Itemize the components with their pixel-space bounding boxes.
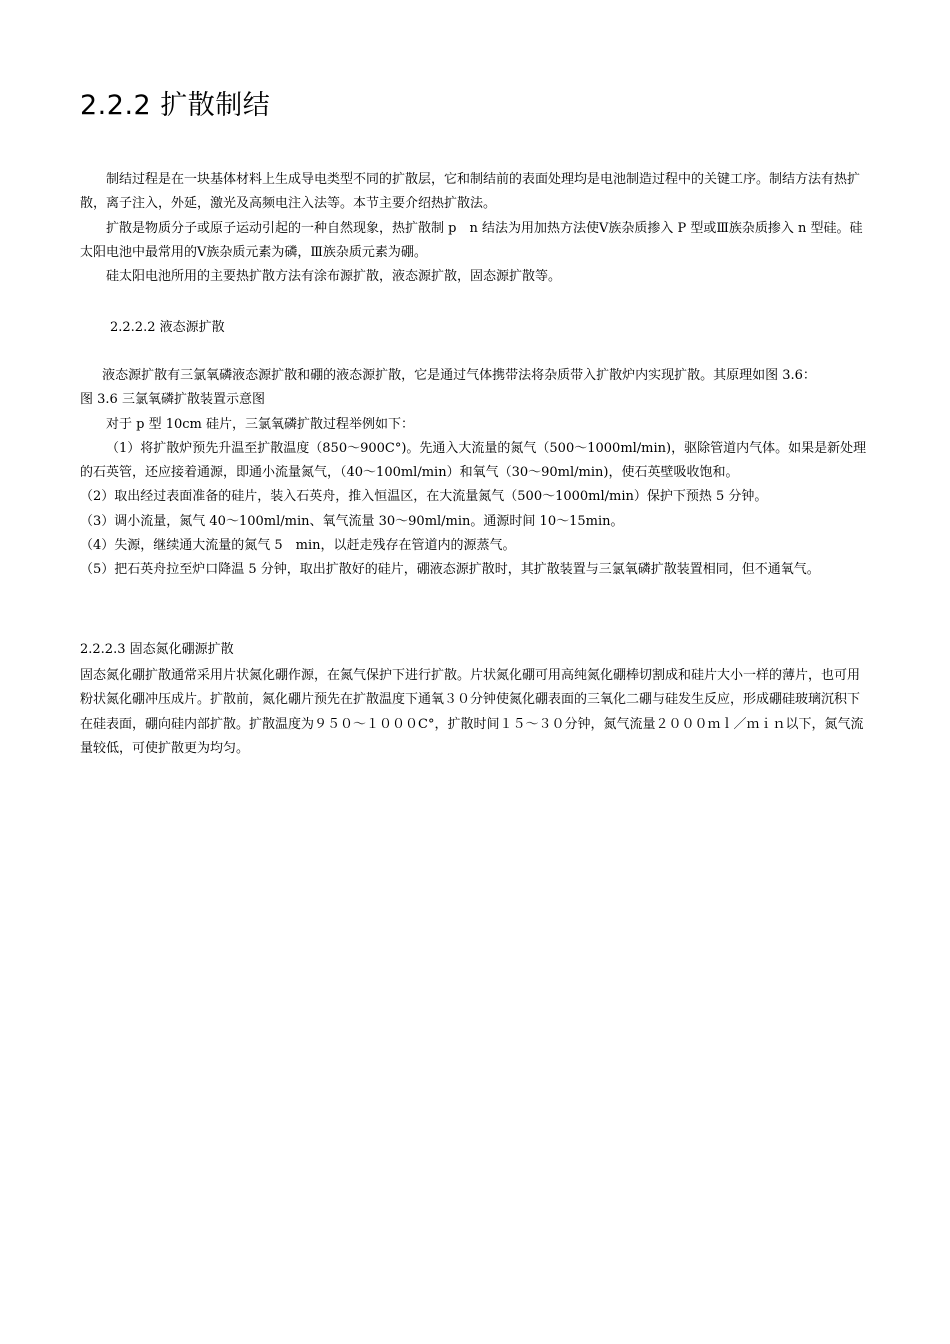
liquid-source-block	[80, 364, 872, 583]
process-step-3: （3）调小流量，氮气 40～100ml/min、氧气流量 30～90ml/min。通源时间 10～15min。	[80, 513, 624, 529]
figure-caption: 图 3.6 三氯氧磷扩散装置示意图	[80, 392, 265, 408]
solid-source-heading: 2.2.2.3 固态氮化硼源扩散	[80, 642, 234, 657]
intro-block	[80, 168, 872, 289]
intro-paragraph-2: 扩散是物质分子或原子运动引起的一种自然现象，热扩散制 p n 结法为用加热方法使Ⅴ族杂质掺入 P 型或Ⅲ族杂质掺入 n 型硅。硅太阳电池中最常用的Ⅴ族杂质元素为磷，Ⅲ族杂质元素为硼。	[80, 220, 863, 260]
intro-paragraph-1: 制结过程是在一块基体材料上生成导电类型不同的扩散层，它和制结前的表面处理均是电池制造过程中的关键工序。制结方法有热扩散，离子注入，外延，激光及高频电注入法等。本节主要介绍热扩散法。	[80, 172, 861, 212]
process-intro: 对于 p 型 10cm 硅片，三氯氧磷扩散过程举例如下：	[106, 416, 415, 432]
process-step-1: （1）将扩散炉预先升温至扩散温度（850～900C°)。先通入大流量的氮气（500～1000ml/min)，驱除管道内气体。如果是新处理的石英管，还应接着通源，即通小流量氮气，（40～100ml/min）和氧气（30～90ml/min)，使石英壁吸收饱和。	[80, 440, 867, 481]
liquid-source-heading: 2.2.2.2 液态源扩散	[110, 320, 225, 335]
process-step-2: （2）取出经过表面准备的硅片，装入石英舟，推入恒温区，在大流量氮气（500～1000ml/min）保护下预热 5 分钟。	[80, 489, 768, 505]
liquid-source-paragraph: 液态源扩散有三氯氧磷液态源扩散和硼的液态源扩散，它是通过气体携带法将杂质带入扩散炉内实现扩散。其原理如图 3.6：	[102, 368, 816, 383]
intro-paragraph-3: 硅太阳电池所用的主要热扩散方法有涂布源扩散，液态源扩散，固态源扩散等。	[106, 269, 562, 285]
process-step-5: （5）把石英舟拉至炉口降温 5 分钟，取出扩散好的硅片，硼液态源扩散时，其扩散装置与三氯氧磷扩散装置相同，但不通氧气。	[80, 562, 820, 578]
solid-source-paragraph: 固态氮化硼扩散通常采用片状氮化硼作源，在氮气保护下进行扩散。片状氮化硼可用高纯氮化硼棒切割成和硅片大小一样的薄片，也可用粉状氮化硼冲压成片。扩散前，氮化硼片预先在扩散温度下通氧３０分钟使氮化硼表面的三氧化二硼与硅发生反应，形成硼硅玻璃沉积下在硅表面，硼向硅内部扩散。扩散温度为９５０～１０００C°，扩散时间１５～３０分钟，氮气流量２０００ｍｌ／ｍｉｎ以下，氮气流量较低，可使扩散更为均匀。	[80, 668, 864, 756]
process-step-4: （4）失源，继续通大流量的氮气 5 min，以赶走残存在管道内的源蒸气。	[80, 538, 516, 554]
solid-source-block	[80, 664, 872, 761]
section-title: 2.2.2 扩散制结	[80, 90, 271, 121]
